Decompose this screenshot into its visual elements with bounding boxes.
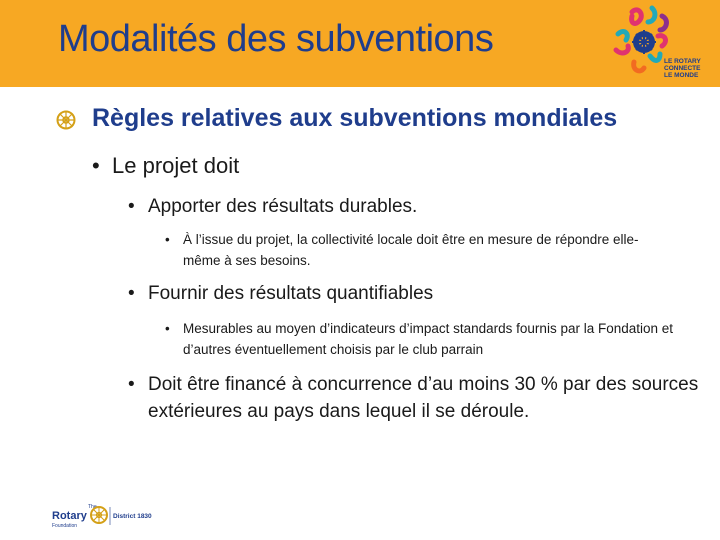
bullet-text: Doit être financé à concurrence d’au moins 30 % par des sources extérieures au pays dans lequel il se déroule. bbox=[148, 374, 699, 422]
footer-foundation: Foundation bbox=[52, 523, 78, 529]
footer-the: The bbox=[88, 504, 97, 510]
bullet-dot: • bbox=[128, 196, 135, 217]
bullet-text: Fournir des résultats quantifiables bbox=[148, 283, 434, 304]
slide-title: Modalités des subventions bbox=[58, 18, 494, 60]
rotary-foundation-logo bbox=[50, 499, 162, 531]
bullet-text: Apporter des résultats durables. bbox=[148, 196, 418, 217]
footer-wheel-icon bbox=[91, 507, 107, 523]
bullet-dot: • bbox=[165, 321, 170, 336]
bullet-dot: • bbox=[165, 232, 170, 247]
section-heading: Règles relatives aux subventions mondiales bbox=[92, 104, 618, 132]
logo-caption bbox=[664, 58, 716, 79]
bullet-dot: • bbox=[92, 153, 100, 178]
bullet-dot: • bbox=[128, 283, 135, 304]
footer-rotary: Rotary bbox=[52, 510, 87, 522]
logo-line-1: LE ROTARY bbox=[664, 58, 701, 65]
sub-bullet-text: À l’issue du projet, la collectivité locale doit être en mesure de répondre elle-même à ses besoins. bbox=[183, 232, 639, 268]
footer-district: District 1830 bbox=[113, 513, 152, 520]
logo-line-2: CONNECTE bbox=[664, 65, 701, 72]
logo-line-3: LE MONDE bbox=[664, 72, 699, 79]
rotary-wheel-icon bbox=[56, 110, 76, 130]
sub-bullet-text: Mesurables au moyen d’indicateurs d’impact standards fournis par la Fondation et d’autres éventuellement choisis par le club parrain bbox=[183, 321, 674, 357]
bullet-dot: • bbox=[128, 374, 135, 395]
bullet-text: Le projet doit bbox=[112, 153, 240, 178]
